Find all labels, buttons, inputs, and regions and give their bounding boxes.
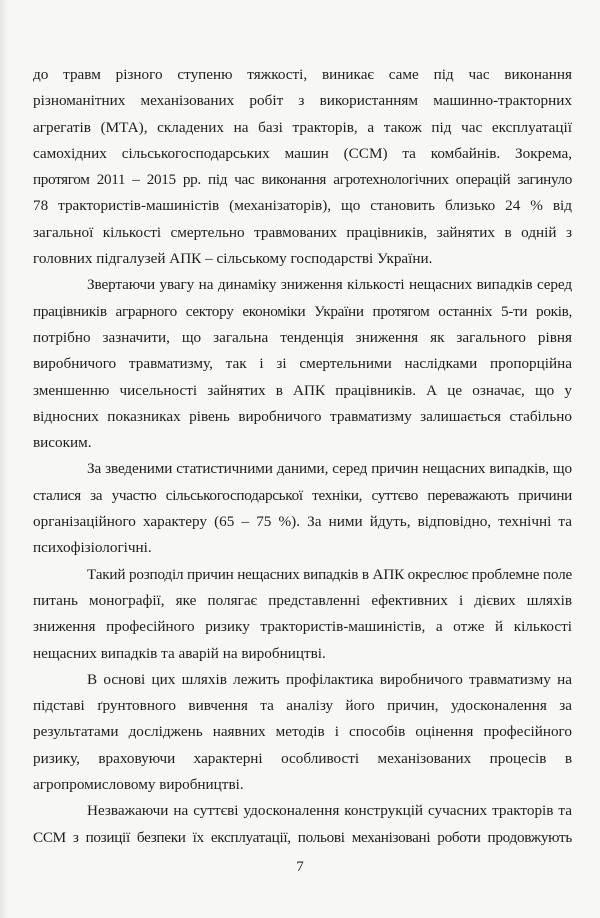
page-number: 7	[296, 859, 304, 875]
paragraph-3	[33, 456, 572, 561]
text-line: зниження професійного ризику трактористів-машиністів, а отже й кількості	[33, 618, 572, 636]
text-line: Такий розподіл причин нещасних випадків в АПК окреслює проблемне поле	[87, 565, 572, 583]
paragraph-1	[33, 62, 572, 272]
text-line: нещасних випадків та аварій на виробництві.	[33, 644, 326, 662]
text-line: підставі ґрунтовного вивчення та аналізу його причин, удосконалення за	[33, 697, 572, 715]
text-line: Звертаючи увагу на динаміку зниження кількості нещасних випадків серед	[87, 276, 572, 294]
text-line: За зведеними статистичними даними, серед причин нещасних випадків, що	[87, 460, 572, 478]
text-line: ССМ з позиції безпеки їх експлуатації, польові механізовані роботи продовжують	[33, 828, 572, 846]
text-line: ризику, враховуючи характерні особливості механізованих процесів в	[33, 749, 572, 767]
text-line: головних підгалузей АПК – сільському господарстві України.	[33, 250, 433, 268]
page-edge-shadow	[0, 0, 8, 918]
text-line: до травм різного ступеню тяжкості, виникає саме під час виконання	[33, 66, 572, 83]
text-line: потрібно зазначити, що загальна тенденція зниження як загального рівня	[33, 328, 572, 346]
text-line: самохідних сільськогосподарських машин (ССМ) та комбайнів. Зокрема,	[33, 144, 572, 162]
text-line: психофізіологічні.	[33, 539, 152, 557]
text-line: загальної кількості смертельно травмованих працівників, зайнятих в одній з	[33, 223, 572, 241]
paragraph-6	[33, 798, 572, 851]
paragraph-4	[33, 562, 572, 667]
text-line: питань монографії, яке полягає представленні ефективних і дієвих шляхів	[33, 591, 572, 609]
text-line: виробничого травматизму, так і зі смертельними наслідками пропорційна	[33, 355, 572, 373]
text-line: відносних показниках рівень виробничого травматизму залишається стабільно	[33, 407, 572, 425]
text-line: організаційного характеру (65 – 75 %). За ними йдуть, відповідно, технічні та	[33, 513, 572, 531]
text-line: В основі цих шляхів лежить профілактика виробничого травматизму на	[87, 670, 572, 688]
text-line: агрегатів (МТА), складених на базі тракторів, а також під час експлуатації	[33, 118, 572, 136]
text-line: працівників аграрного сектору економіки України протягом останніх 5-ти років,	[33, 302, 572, 320]
text-line: протягом 2011 – 2015 рр. під час виконання агротехнологічних операцій загинуло	[33, 171, 572, 189]
text-line: сталися за участю сільськогосподарської техніки, суттєво переважають причини	[33, 486, 572, 504]
text-line: 78 трактористів-машиністів (механізаторів), що становить близько 24 % від	[33, 197, 572, 215]
text-line: різноманітних механізованих робіт з використанням машинно-тракторних	[33, 92, 572, 110]
text-line: агропромисловому виробництві.	[33, 776, 244, 794]
text-line: зменшенню чисельності зайнятих в АПК працівників. А це означає, що у	[33, 381, 572, 399]
text-line: Незважаючи на суттєві удосконалення конструкцій сучасних тракторів та	[87, 802, 572, 820]
paragraph-2	[33, 272, 572, 456]
text-line: результатами досліджень наявних методів і способів оцінення професійного	[33, 723, 572, 741]
text-line: високим.	[33, 434, 92, 452]
paragraph-5	[33, 667, 572, 798]
